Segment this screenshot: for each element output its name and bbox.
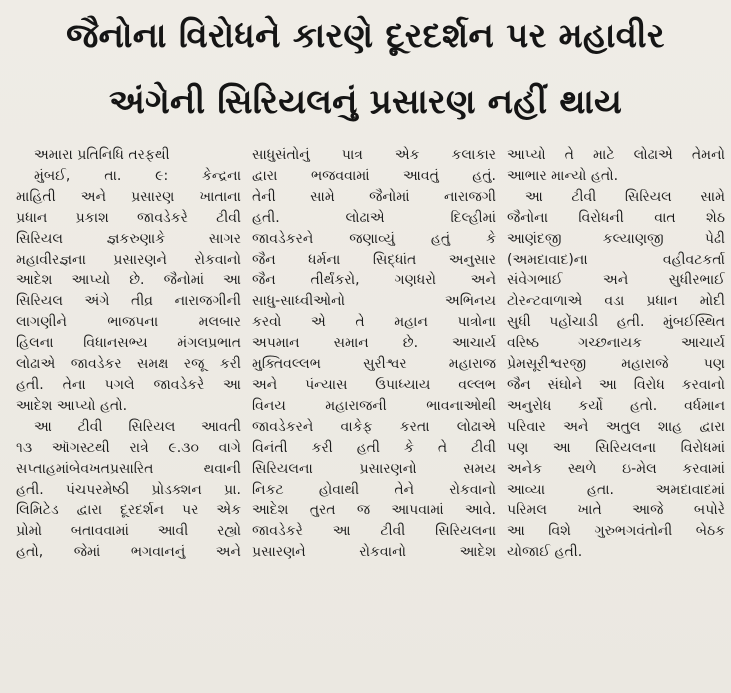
article-line: લિમિટેડ દ્વારા દૂરદર્શન પર એક (16, 502, 241, 519)
article-line: મુંબઈ, તા. ૯: કેન્દ્રના (34, 167, 241, 184)
article-line: આણંદજી કલ્યાણજી પેઢી (507, 230, 725, 247)
article-line: કરવો એ તે મહાન પાત્રોના (252, 314, 496, 331)
article-line: અપમાન સમાન છે. આચાર્ય (252, 335, 496, 352)
article-line: યોજાઈ હતી. (507, 544, 583, 561)
article-line: વરિષ્ઠ ગચ્છનાયક આચાર્ય (507, 335, 725, 352)
article-line: તેની સામે જૈનોમાં નારાજગી (252, 188, 496, 205)
article-line: હતી. તેના પગલે જાવડેકરે આ (16, 376, 241, 393)
article-line: ટોરન્ટવાળાએ વડા પ્રધાન મોદી (507, 293, 725, 310)
headline-line-2: અંગેની સિરિયલનું પ્રસારણ નહીં થાય (108, 82, 623, 122)
article-line: સાધુ-સાધ્વીઓનો અભિનય (252, 293, 496, 310)
article-line: મહાવીરજ્ઞના પ્રસારણને રોકવાનો (16, 251, 241, 268)
article-line: આદેશ તુરત જ આપવામાં આવે. (252, 502, 496, 519)
headline-line-1: જૈનોના વિરોધને કારણે દૂરદર્શન પર મહાવીર (66, 16, 665, 56)
article-line: જૈન ધર્મના સિદ્ધાંત અનુસાર (252, 251, 496, 268)
article-line: જૈનોના વિરોધની વાત શેઠ (507, 209, 725, 226)
article-line: સાધુસંતોનું પાત્ર એક કલાકાર (252, 147, 496, 163)
article-line: નિકટ હોવાથી તેને રોકવાનો (252, 481, 496, 498)
article-line: હતી. પંચપરમેષ્ઠી પ્રોડક્શન પ્રા. (16, 481, 241, 498)
article-line: જૈન સંઘોને આ વિરોધ કરવાનો (507, 376, 725, 393)
article-line: લોઢાએ જાવડેકર સમક્ષ રજૂ કરી (16, 356, 241, 373)
article-line: પ્રધાન પ્રકાશ જાવડેકરે ટીવી (16, 209, 241, 226)
article-line: સિરિયલ અંગે તીવ્ર નારાજગીની (16, 293, 241, 310)
article-column-2 (252, 145, 496, 685)
article-line: આપ્યો તે માટે લોઢાએ તેમનો (507, 147, 725, 163)
article-line: આ વિશે ગુરુભગવંતોની બેઠક (507, 523, 725, 540)
article-line: વિનંતી કરી હતી કે તે ટીવી (252, 439, 496, 456)
article-line: સપ્તાહમાંબેવખતપ્રસારિત થવાની (16, 460, 241, 477)
article-line: જાવડેકરે આ ટીવી સિરિયલના (252, 523, 496, 540)
article-line: આ ટીવી સિરિયલ સામે (525, 188, 725, 205)
article-line: અનુરોધ કર્યો હતો. વર્ધમાન (507, 397, 725, 414)
article-line: સિરિયલના પ્રસારણનો સમય (252, 460, 496, 477)
article-line: લાગણીને ભાજપના મલબાર (16, 314, 241, 331)
article-line: ૧૩ ઑગસ્ટથી રાત્રે ૯.૩૦ વાગે (16, 439, 241, 456)
article-line: સુધી પહોંચાડી હતી. મુંબઈસ્થિત (507, 314, 725, 331)
article-line: પણ આ સિરિયલના વિરોધમાં (507, 439, 725, 456)
article-line: પ્રસારણને રોકવાનો આદેશ (252, 544, 496, 561)
article-line: (અમદાવાદ)ના વહીવટકર્તા (507, 251, 725, 268)
article-line: હિલના વિધાનસભ્ય મંગલપ્રભાત (16, 335, 241, 352)
article-line: પ્રોમો બતાવવામાં આવી રહ્યો (16, 523, 241, 540)
article-line: હતો, જેમાં ભગવાનનું અને (16, 544, 241, 561)
article-line: જૈન તીર્થંકરો, ગણધરો અને (252, 272, 496, 289)
article-line: પ્રેમસૂરીશ્વરજી મહારાજે પણ (507, 356, 725, 373)
article-line: આદેશ આપ્યો હતો. (16, 397, 128, 414)
article-line: જાવડેકરને જણાવ્યું હતું કે (252, 230, 496, 247)
article-line: દ્વારા ભજવવામાં આવતું હતું. (252, 167, 496, 184)
article-line: સંવેગભાઈ અને સુધીરભાઈ (507, 272, 725, 289)
article-line: માહિતી અને પ્રસારણ ખાતાના (16, 188, 241, 205)
article-line: અનેક સ્થળે ઇ-મેલ કરવામાં (507, 460, 725, 477)
article-line: આ ટીવી સિરિયલ આવતી (34, 418, 241, 435)
article-line: સિરિયલ જ્ઞકરુણાકે સાગર (16, 230, 241, 247)
article-column-3 (507, 145, 725, 685)
article-line: આવ્યા હતા. અમદાવાદમાં (507, 481, 725, 498)
article-line: મુક્તિવલ્લભ સુરીશ્વર મહારાજ (252, 356, 496, 373)
article-line: આભાર માન્યો હતો. (507, 167, 619, 184)
article-line: અને પંન્યાસ ઉપાધ્યાય વલ્લભ (252, 376, 496, 393)
byline: અમારા પ્રતિનિધિ તરફથી (34, 147, 170, 163)
article-line: જાવડેકરને વાકેફ કરતા લોઢાએ (252, 418, 496, 435)
article-line: આદેશ આપ્યો છે. જૈનોમાં આ (16, 272, 241, 289)
article-column-1 (16, 145, 241, 685)
article-line: વિનય મહારાજની ભાવનાઓથી (252, 397, 496, 414)
article-body (16, 145, 728, 687)
article-line: હતી. લોઢાએ દિલ્હીમાં (252, 209, 496, 226)
article-line: પરિવાર અને અતુલ શાહ દ્વારા (507, 418, 725, 435)
article-line: પરિમલ ખાતે આજે બપોરે (507, 502, 725, 519)
